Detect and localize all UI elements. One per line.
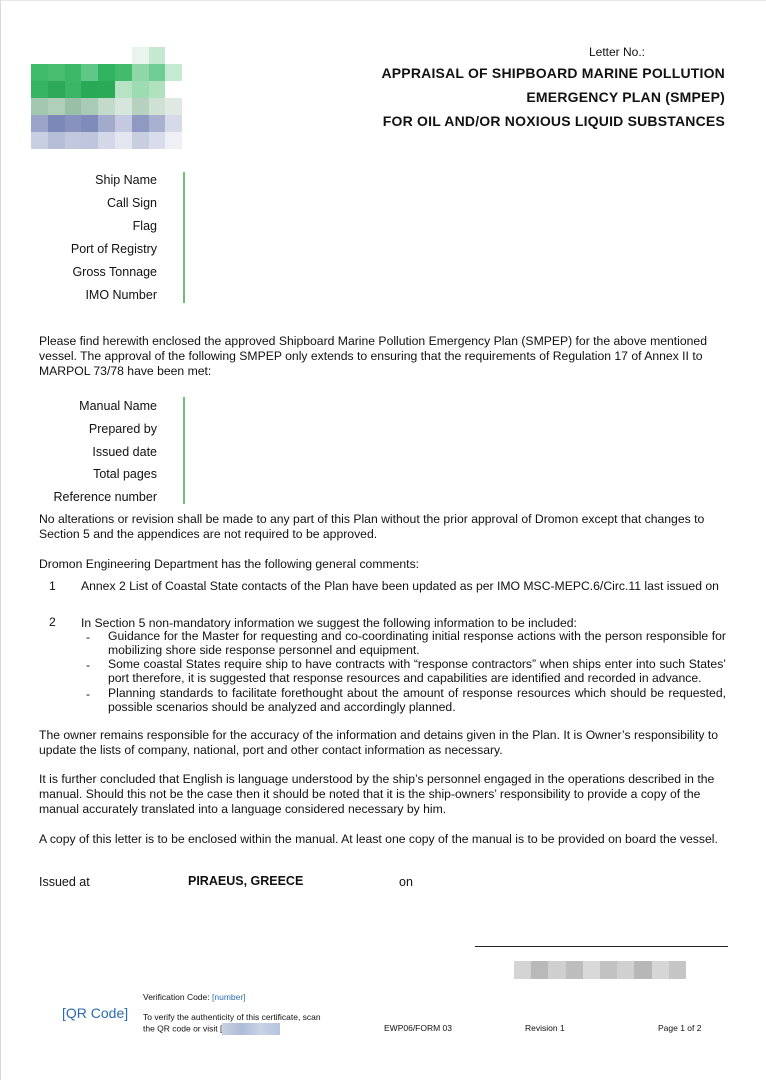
field-label-ship-name: Ship Name [95,173,157,187]
page-number: Page 1 of 2 [658,1023,702,1033]
bullet-dash: - [86,630,91,644]
comment-number-1: 1 [49,579,56,593]
comment-text-1: Annex 2 List of Coastal State contacts of the Plan have been updated as per IMO MSC-MEPC.6/Circ.11 last issued on [81,579,719,593]
field-label-prepared-by: Prepared by [88,422,157,436]
copy-paragraph: A copy of this letter is to be enclosed within the manual. At least one copy of the manual is to be provided on board the vessel. [39,832,718,846]
company-logo [31,47,199,149]
title-line-1: APPRAISAL OF SHIPBOARD MARINE POLLUTION [381,65,725,81]
signatory-name-redacted [514,961,686,979]
revision-label: Revision 1 [525,1023,565,1033]
verification-code-value[interactable]: [number] [212,992,246,1002]
field-label-reference-number: Reference number [53,490,157,504]
owner-paragraph: The owner remains responsible for the accuracy of the information and detains given in the Plan. It is Owner’s responsibility to update the lists of company, national, port and other contact information as necessary. [39,728,719,757]
field-label-port-of-registry: Port of Registry [70,242,157,256]
sub-item-3: Planning standards to facilitate forethought about the amount of response resources which should be requested, possible scenarios should be analyzed and accordingly planned. [108,686,726,714]
ship-fields-divider [183,172,185,303]
field-label-issued-date: Issued date [92,445,157,459]
issued-at-label: Issued at [39,875,90,889]
letter-number-label: Letter No.: [588,45,645,59]
field-label-total-pages: Total pages [93,467,157,481]
title-line-3: FOR OIL AND/OR NOXIOUS LIQUID SUBSTANCES [382,113,725,129]
field-label-manual-name: Manual Name [79,399,157,413]
comment-number-2: 2 [49,615,56,629]
bullet-dash: - [86,658,91,672]
manual-fields-divider [183,397,185,504]
qr-code-placeholder[interactable]: [QR Code] [62,1005,129,1021]
signature-line [475,946,728,947]
sub-item-2: Some coastal States require ship to have contracts with “response contractors” when ships enter into such States’ port therefore, it is suggested that response resources and capabilities are identified and recorded in advance. [108,657,726,685]
intro-paragraph: Please find herewith enclosed the approved Shipboard Marine Pollution Emergency Plan (SMPEP) for the above mentioned vessel. The approval of the following SMPEP only extends to ensuring that the requirements of Regulation 17 of Annex II to MARPOL 73/78 have been met: [39,334,707,378]
sub-item-1: Guidance for the Master for requesting and co-coordinating initial response actions with the person responsible for mobilizing shore side response personnel and equipment. [108,629,726,657]
comments-intro: Dromon Engineering Department has the following general comments: [39,557,420,571]
field-label-gross-tonnage: Gross Tonnage [72,265,157,279]
no-alterations-paragraph: No alterations or revision shall be made to any part of this Plan without the prior approval of Dromon except that changes to Section 5 and the appendices are not required to be approved. [39,512,705,541]
field-label-call-sign: Call Sign [106,196,157,210]
issued-place: PIRAEUS, GREECE [188,874,304,888]
issued-on-label: on [399,875,413,889]
document-title [381,61,725,133]
verification-code: Verification Code: [number] [143,992,246,1002]
bullet-dash: - [86,687,91,701]
field-label-flag: Flag [132,219,157,233]
verification-url-redacted[interactable] [222,1023,280,1035]
title-line-2: EMERGENCY PLAN (SMPEP) [526,89,725,105]
english-paragraph: It is further concluded that English is language understood by the ship’s personnel engaged in the operations described in the manual. Should this not be the case then it should be noted that it is the ship-owners’ responsibility to provide a copy of the manual accurately translated into a language considered necessary by him. [39,772,715,816]
field-label-imo-number: IMO Number [85,288,157,302]
verification-instructions: To verify the authenticity of this certificate, scan the QR code or visit [ [143,1012,321,1034]
form-code: EWP06/FORM 03 [384,1023,453,1033]
comment-text-2: In Section 5 non-mandatory information we suggest the following information to be included: [81,616,577,630]
